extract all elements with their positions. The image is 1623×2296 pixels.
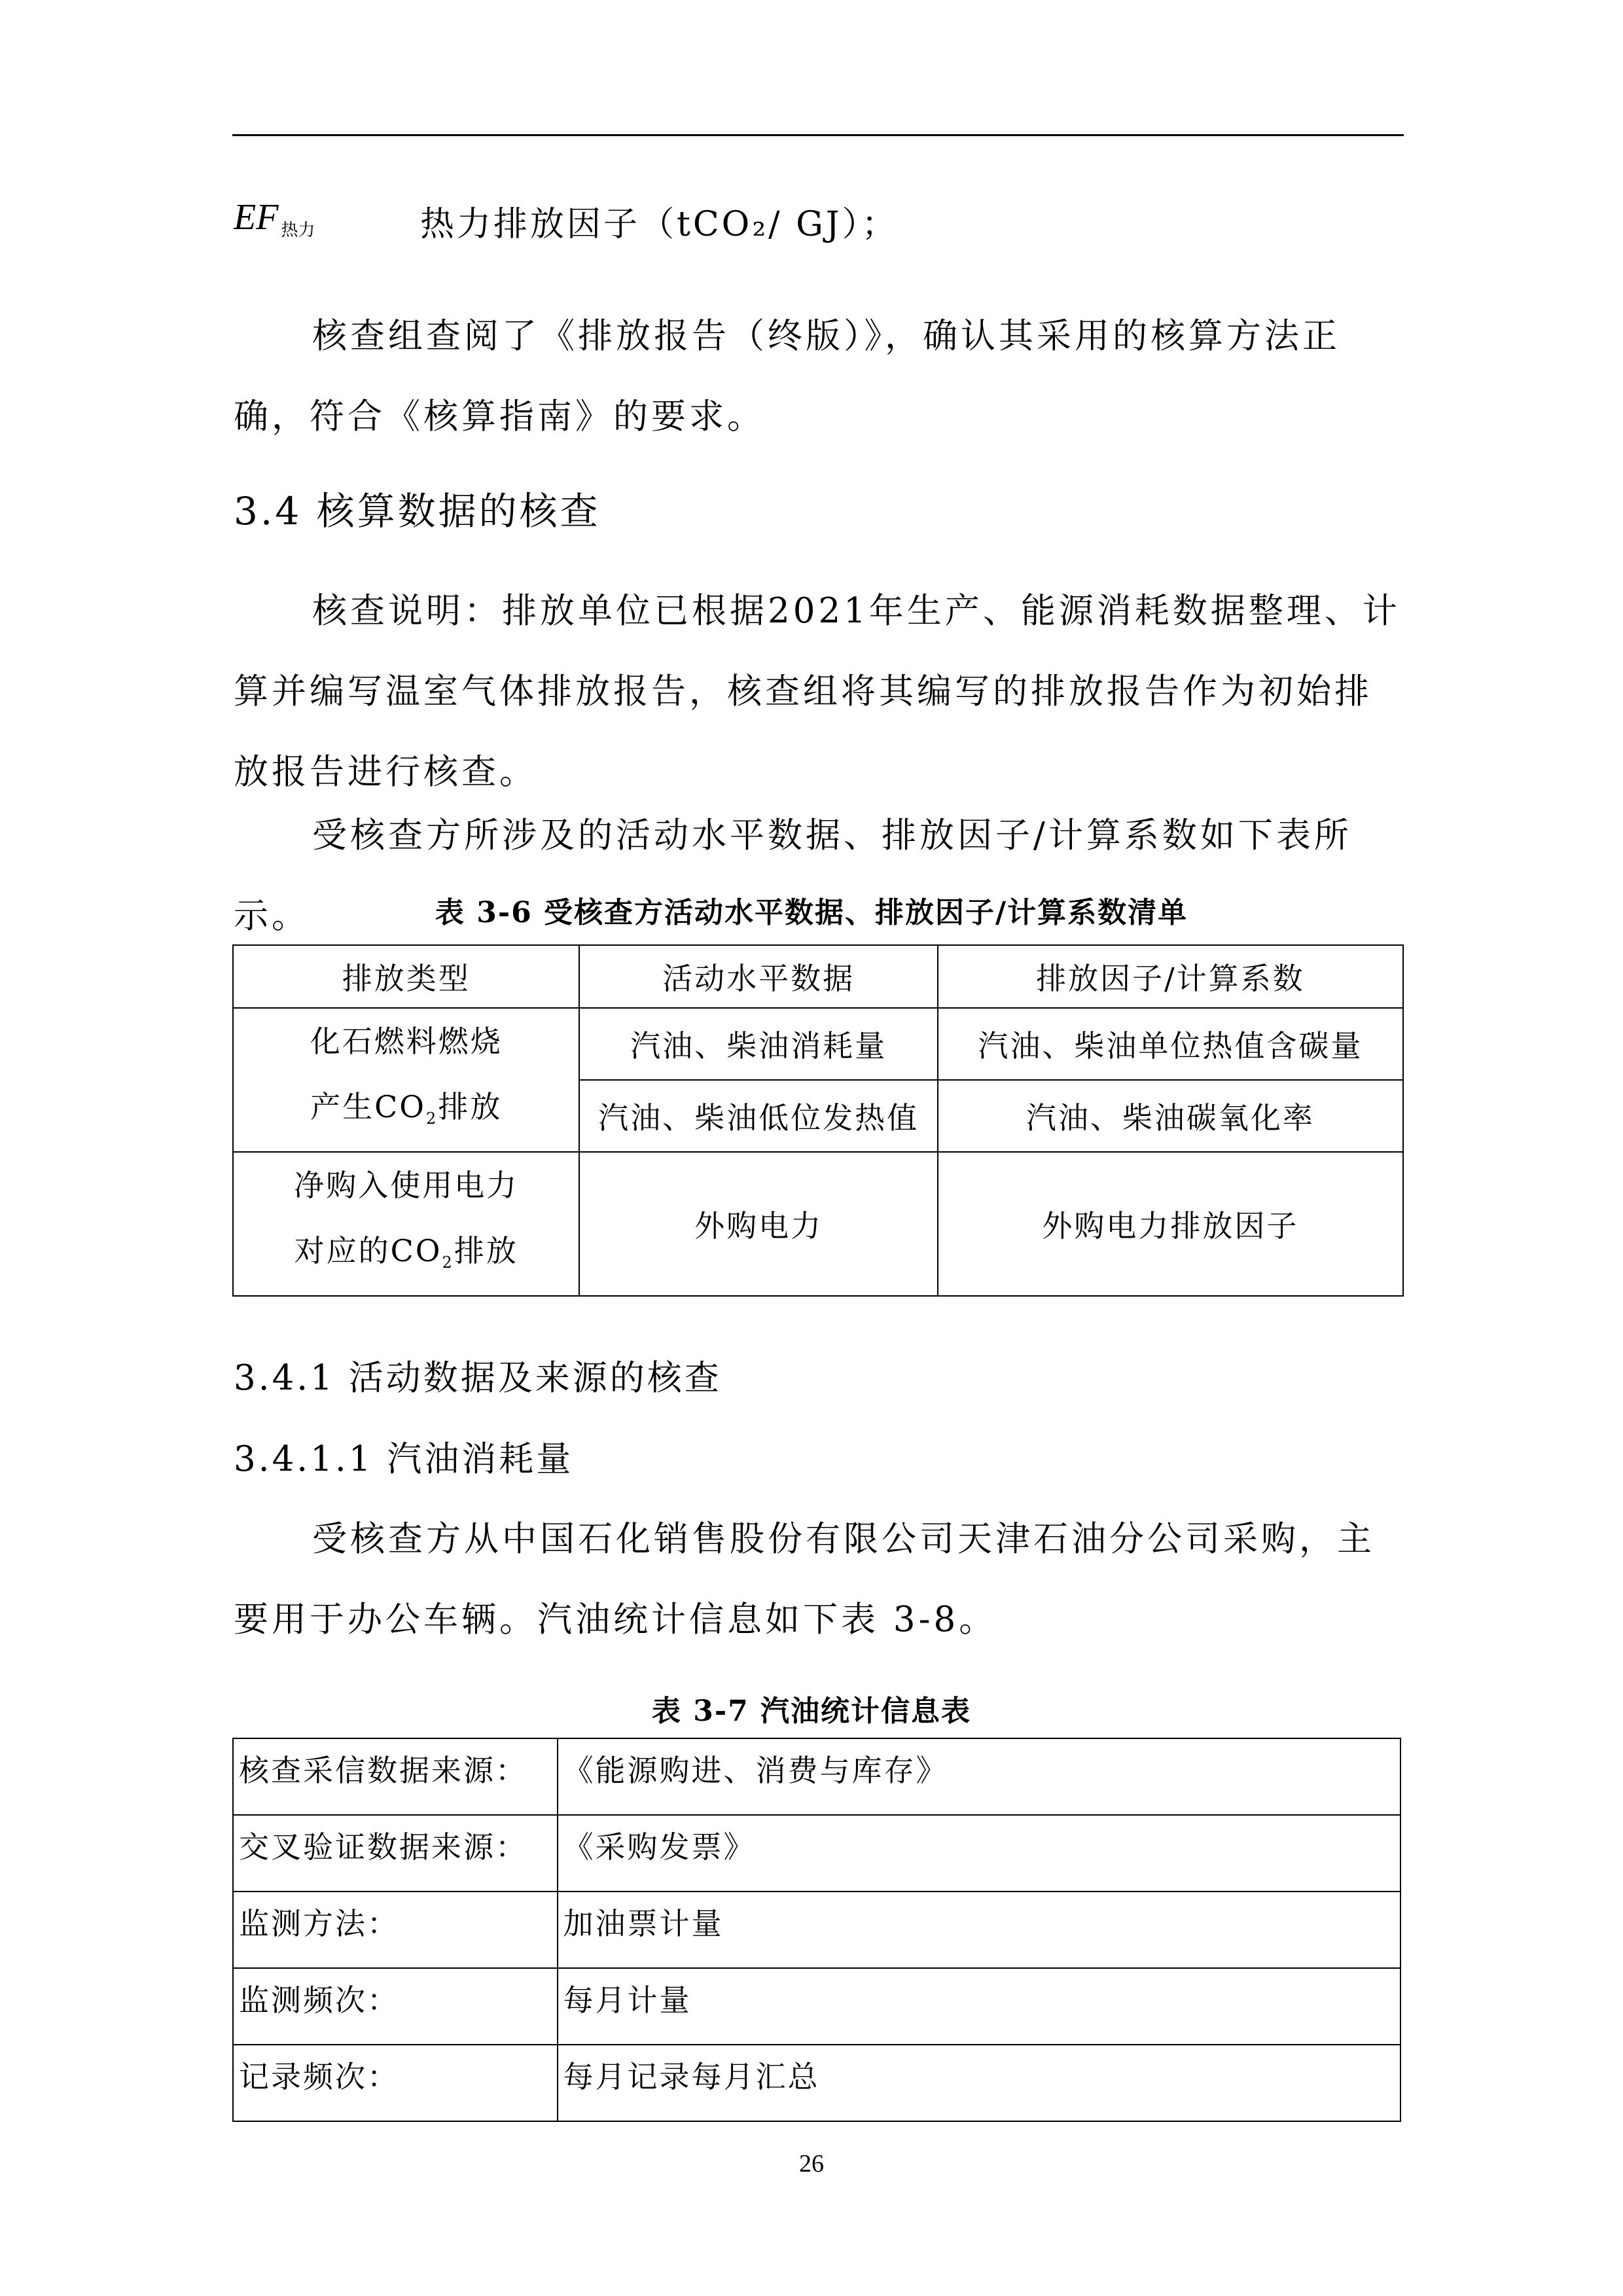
row-value: 《采购发票》: [558, 1815, 1401, 1892]
header-rule: [232, 134, 1404, 136]
ef-symbol: EF: [234, 197, 279, 238]
co2-subscript: 2: [426, 1109, 438, 1128]
emission-type-line: 净购入使用电力: [294, 1168, 519, 1204]
paragraph-review: 核查组查阅了《排放报告（终版）》，确认其采用的核算方法正确，符合《核算指南》的要求。: [234, 316, 1340, 437]
table-row: [233, 1892, 1400, 1968]
table-row: [233, 1738, 1400, 1815]
activity-cell: 汽油、柴油消耗量: [579, 1008, 937, 1080]
table-3-6-caption: 表 3-6 受核查方活动水平数据、排放因子/计算系数清单: [435, 896, 1188, 929]
co2-prefix: 产生CO: [310, 1089, 427, 1124]
factor-cell: 汽油、柴油单位热值含碳量: [938, 1008, 1403, 1080]
co2-prefix: 对应的CO: [294, 1233, 442, 1269]
header-emission-factor: 排放因子/计算系数: [938, 945, 1403, 1008]
row-label: 交叉验证数据来源：: [233, 1815, 558, 1892]
activity-cell: 汽油、柴油低位发热值: [579, 1080, 937, 1152]
paragraph-table-intro: 受核查方所涉及的活动水平数据、排放因子/计算系数如下表所示。: [234, 816, 1352, 936]
emission-type-line: 化石燃料燃烧: [310, 1024, 503, 1059]
emission-type-line: [240, 1074, 572, 1151]
row-label: 核查采信数据来源：: [233, 1738, 558, 1815]
table-row: [233, 2045, 1400, 2121]
emission-type-line: [240, 1218, 572, 1295]
factor-cell: 汽油、柴油碳氧化率: [938, 1080, 1403, 1152]
table-3-6: [232, 944, 1404, 1297]
row-value: 《能源购进、消费与库存》: [558, 1738, 1401, 1815]
ef-subscript: 热力: [281, 221, 315, 240]
ef-description: 热力排放因子（tCO₂/ GJ）；: [420, 205, 899, 244]
header-emission-type: 排放类型: [233, 945, 579, 1008]
row-value: 加油票计量: [558, 1892, 1401, 1968]
paragraph-explanation: 核查说明：排放单位已根据2021年生产、能源消耗数据整理、计算并编写温室气体排放报告，核查组将其编写的排放报告作为初始排放报告进行核查。: [234, 591, 1400, 792]
table-row: [233, 1152, 1403, 1296]
section-heading-3-4: 3.4 核算数据的核查: [234, 489, 601, 533]
row-value: 每月计量: [558, 1968, 1401, 2045]
table-3-7: [232, 1738, 1401, 2122]
emission-type-electricity: [233, 1152, 579, 1296]
table-row: [233, 1008, 1403, 1080]
co2-suffix: 排放: [454, 1233, 518, 1269]
table-3-7-caption: 表 3-7 汽油统计信息表: [651, 1695, 972, 1728]
row-value: 每月记录每月汇总: [558, 2045, 1401, 2121]
table-row: [233, 1968, 1400, 2045]
row-label: 监测频次：: [233, 1968, 558, 2045]
row-label: 记录频次：: [233, 2045, 558, 2121]
factor-cell: 外购电力排放因子: [938, 1152, 1403, 1296]
row-label: 监测方法：: [233, 1892, 558, 1968]
ef-definition-line: [234, 196, 899, 249]
paragraph-gasoline: 受核查方从中国石化销售股份有限公司天津石油分公司采购，主要用于办公车辆。汽油统计信息如下表 3-8。: [234, 1519, 1375, 1640]
section-heading-3-4-1: 3.4.1 活动数据及来源的核查: [234, 1358, 722, 1398]
header-activity-data: 活动水平数据: [579, 945, 937, 1008]
co2-subscript: 2: [442, 1253, 454, 1272]
table-row: [233, 1815, 1400, 1892]
activity-cell: 外购电力: [579, 1152, 937, 1296]
table-header-row: [233, 945, 1403, 1008]
page-number: 26: [799, 2150, 824, 2178]
section-heading-3-4-1-1: 3.4.1.1 汽油消耗量: [234, 1439, 574, 1479]
co2-suffix: 排放: [438, 1089, 503, 1124]
emission-type-fossil: [233, 1008, 579, 1152]
